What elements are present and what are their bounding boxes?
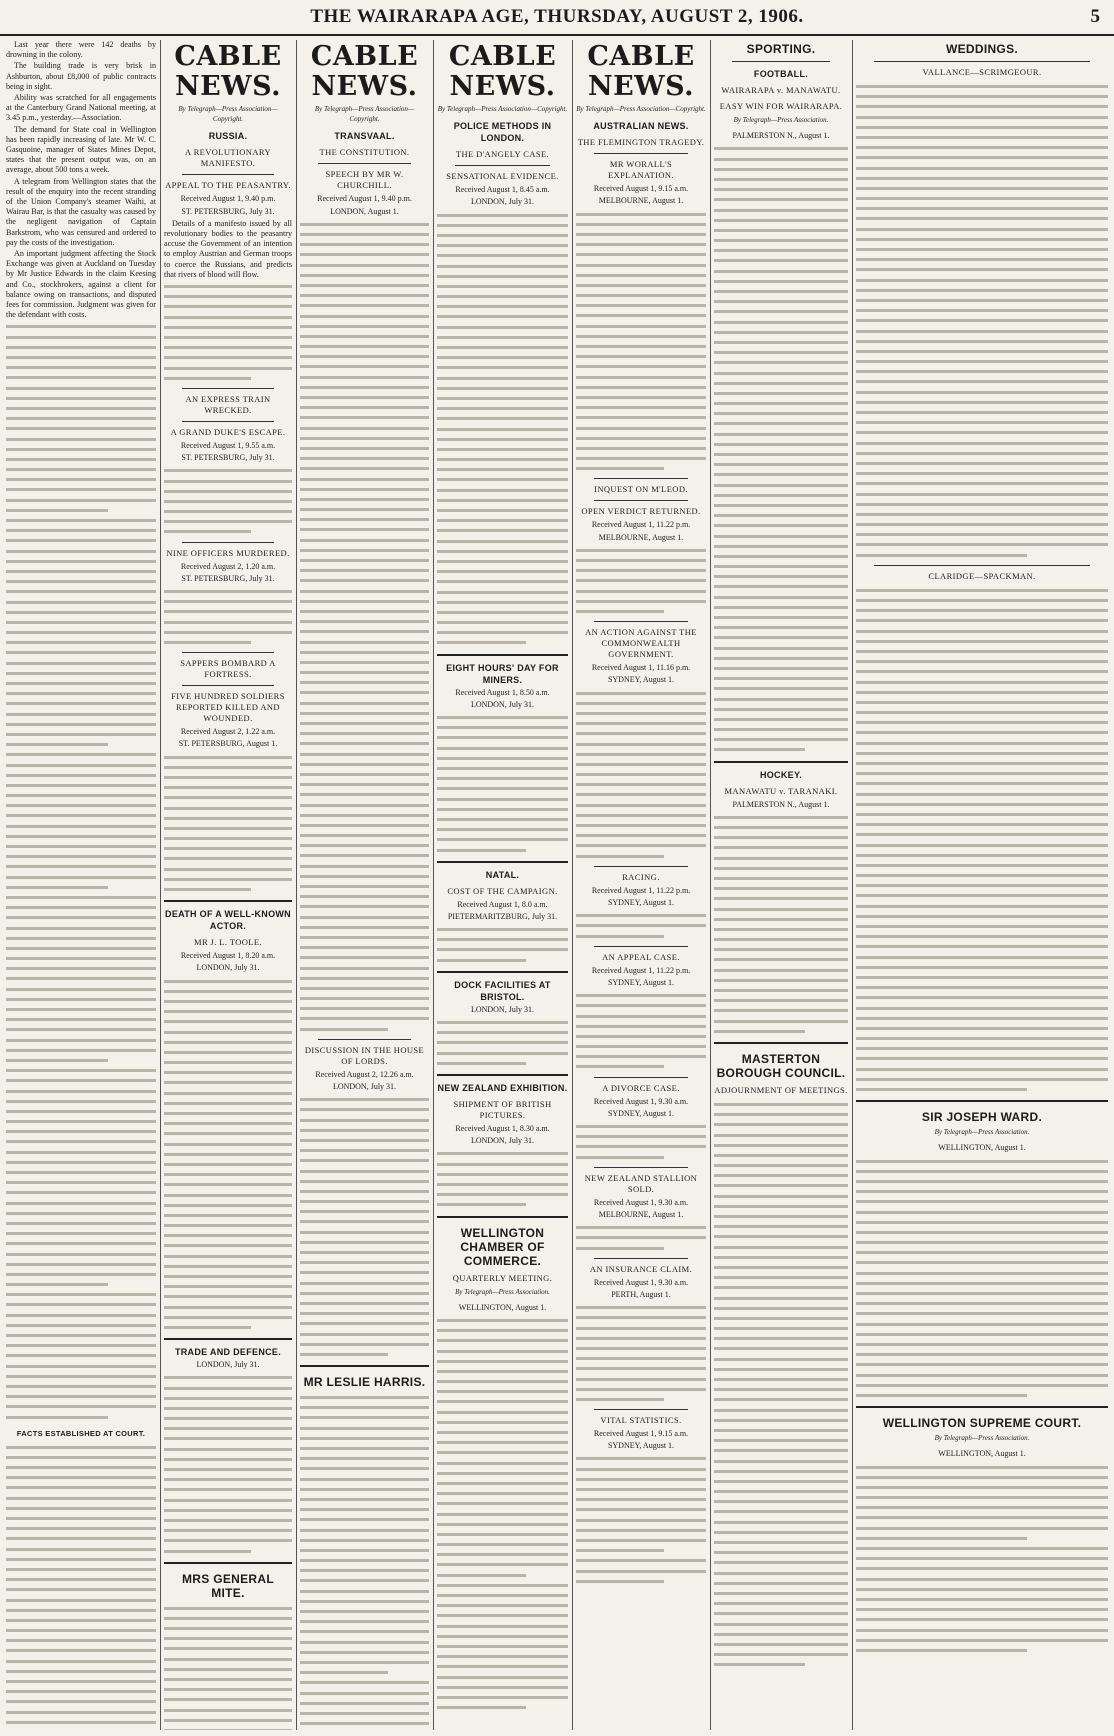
cable-news-masthead: CABLE NEWS. bbox=[310, 41, 419, 102]
subheading: NEW ZEALAND STALLION SOLD. bbox=[584, 1172, 698, 1194]
received-time: Received August 1, 11.22 p.m. bbox=[591, 885, 691, 895]
received-time: Received August 1, 9.15 a.m. bbox=[593, 1429, 689, 1439]
dateline: WELLINGTON, August 1. bbox=[458, 1302, 547, 1312]
news-paragraph: The building trade is very brisk in Ashburton, about £8,000 of public contracts being in sight. bbox=[6, 61, 156, 91]
received-time: Received August 1, 9.55 a.m. bbox=[180, 440, 276, 450]
article-text bbox=[437, 1315, 568, 1712]
article-text bbox=[576, 545, 706, 616]
section-heading: FOOTBALL. bbox=[753, 69, 809, 79]
section-heading: WEDDINGS. bbox=[945, 42, 1019, 56]
section-heading: NEW ZEALAND EXHIBITION. bbox=[437, 1083, 568, 1093]
article-text bbox=[300, 1094, 429, 1359]
subheading: OPEN VERDICT RETURNED. bbox=[581, 506, 701, 517]
article-text bbox=[856, 1462, 1108, 1656]
dateline: ST. PETERSBURG, August 1. bbox=[178, 739, 278, 749]
cable-news-masthead: CABLE NEWS. bbox=[174, 41, 282, 102]
byline: By Telegraph—Press Association. bbox=[934, 1128, 1030, 1137]
column-2 bbox=[164, 40, 292, 1730]
article-text bbox=[714, 812, 848, 1036]
dateline: MELBOURNE, August 1. bbox=[598, 196, 684, 206]
byline: By Telegraph—Press Association. bbox=[733, 116, 829, 124]
column-rule bbox=[710, 40, 711, 1730]
subheading: CLARIDGE—SPACKMAN. bbox=[928, 570, 1036, 581]
dateline: SYDNEY, August 1. bbox=[607, 675, 675, 685]
section-heading: TRADE AND DEFENCE. bbox=[174, 1347, 282, 1358]
received-time: Received August 1, 9.15 a.m. bbox=[593, 184, 689, 194]
dateline: PALMERSTON N., August 1. bbox=[732, 131, 830, 141]
dateline: PALMERSTON N., August 1. bbox=[732, 799, 830, 809]
dateline: PIETERMARITZBURG, July 31. bbox=[447, 911, 558, 921]
section-heading: SIR JOSEPH WARD. bbox=[921, 1110, 1043, 1125]
dateline: SYDNEY, August 1. bbox=[607, 977, 675, 987]
article-text bbox=[164, 281, 292, 383]
newspaper-title: THE WAIRARAPA AGE, THURSDAY, AUGUST 2, 1906. bbox=[310, 6, 804, 27]
section-heading: HOCKEY. bbox=[759, 769, 803, 780]
subheading: AN EXPRESS TRAIN WRECKED. bbox=[185, 393, 271, 415]
article-text bbox=[437, 1148, 568, 1209]
dateline: LONDON, July 31. bbox=[470, 197, 535, 207]
article-text bbox=[576, 1453, 706, 1585]
byline: By Telegraph—Press Association. bbox=[934, 1434, 1030, 1443]
subheading: MANAWATU v. TARANAKI. bbox=[724, 785, 838, 796]
subheading: WAIRARAPA v. MANAWATU. bbox=[721, 85, 841, 95]
subheading: DISCUSSION IN THE HOUSE OF LORDS. bbox=[304, 1044, 425, 1066]
article-text bbox=[6, 1442, 156, 1730]
cable-news-masthead: CABLE NEWS. bbox=[448, 41, 557, 102]
section-heading: SPORTING. bbox=[746, 42, 816, 56]
dateline: MELBOURNE, August 1. bbox=[598, 532, 684, 542]
section-heading: AUSTRALIAN NEWS. bbox=[593, 121, 689, 132]
subheading: APPEAL TO THE PEASANTRY. bbox=[165, 180, 291, 191]
column-1 bbox=[6, 40, 156, 1730]
received-time: Received August 1, 8.50 a.m. bbox=[455, 687, 550, 697]
subheading: QUARTERLY MEETING. bbox=[452, 1272, 553, 1283]
article-text bbox=[164, 752, 292, 895]
article-text bbox=[576, 1302, 706, 1404]
column-3 bbox=[300, 40, 429, 1730]
byline: By Telegraph—Press Association—Copyright. bbox=[314, 105, 415, 124]
subheading: ADJOURNMENT OF MEETINGS. bbox=[714, 1084, 848, 1095]
article-text bbox=[576, 209, 706, 474]
dateline: LONDON, July 31. bbox=[470, 699, 535, 709]
subheading: NINE OFFICERS MURDERED. bbox=[166, 547, 290, 558]
section-heading: DEATH OF A WELL-KNOWN ACTOR. bbox=[165, 909, 291, 932]
received-time: Received August 1, 8.20 a.m. bbox=[180, 951, 276, 961]
dateline: LONDON, August 1. bbox=[330, 206, 399, 216]
article-text bbox=[856, 585, 1108, 1094]
page-number: 5 bbox=[1090, 6, 1100, 27]
dateline: SYDNEY, August 1. bbox=[607, 1441, 675, 1451]
section-heading: WELLINGTON CHAMBER OF COMMERCE. bbox=[460, 1225, 545, 1268]
byline: By Telegraph—Press Association—Copyright. bbox=[437, 105, 568, 113]
dateline: ST. PETERSBURG, July 31. bbox=[181, 573, 275, 583]
article-text bbox=[576, 990, 706, 1072]
article-text bbox=[164, 1603, 292, 1730]
article-text bbox=[164, 976, 292, 1333]
subheading: SAPPERS BOMBARD A FORTRESS. bbox=[180, 658, 276, 680]
section-heading: MR LESLIE HARRIS. bbox=[303, 1375, 426, 1390]
received-time: Received August 1, 8.0 a.m. bbox=[457, 899, 548, 909]
subheading: AN APPEAL CASE. bbox=[602, 951, 680, 962]
subheading: RACING. bbox=[622, 871, 660, 882]
section-heading: TRANSVAAL. bbox=[334, 131, 395, 142]
received-time: Received August 2, 12.26 a.m. bbox=[315, 1069, 414, 1079]
section-heading: MASTERTON BOROUGH COUNCIL. bbox=[716, 1051, 846, 1080]
dateline: LONDON, July 31. bbox=[196, 963, 260, 973]
column-rule bbox=[852, 40, 853, 1730]
article-text bbox=[164, 465, 292, 536]
cable-news-masthead: CABLE NEWS. bbox=[587, 41, 695, 102]
news-paragraph: A telegram from Wellington states that the result of the enquiry into the recent stranding of the Union Company's steamer Waihi, at Wairau Bar, is that the casualty was caused by the negligent navigation of Captain Barkstrom, who was censured and ordered to pay the costs of the investigation. bbox=[6, 176, 156, 247]
section-heading: RUSSIA. bbox=[208, 131, 248, 142]
subheading: AN INSURANCE CLAIM. bbox=[589, 1263, 693, 1274]
subheading: A REVOLUTIONARY MANIFESTO. bbox=[184, 147, 272, 169]
article-text bbox=[300, 219, 429, 1034]
article-text bbox=[714, 1099, 848, 1670]
subheading: VALLANCE—SCRIMGEOUR. bbox=[922, 67, 1042, 77]
dateline: WELLINGTON, August 1. bbox=[938, 1143, 1026, 1153]
subheading: A DIVORCE CASE. bbox=[602, 1082, 680, 1093]
received-time: Received August 1, 11.16 p.m. bbox=[591, 663, 691, 673]
article-text bbox=[437, 1017, 568, 1068]
section-heading: POLICE METHODS IN LONDON. bbox=[453, 121, 552, 144]
article-text bbox=[437, 924, 568, 965]
subheading: COST OF THE CAMPAIGN. bbox=[447, 885, 558, 896]
article-text bbox=[576, 910, 706, 941]
received-time: Received August 1, 9.30 a.m. bbox=[593, 1096, 689, 1106]
subheading: MR WORALL'S EXPLANATION. bbox=[608, 159, 674, 181]
dateline: LONDON, July 31. bbox=[470, 1136, 535, 1146]
subheading: EASY WIN FOR WAIRARAPA. bbox=[719, 101, 843, 111]
received-time: Received August 1, 8.45 a.m. bbox=[455, 185, 550, 195]
received-time: Received August 1, 11.22 p.m. bbox=[591, 965, 691, 975]
page-masthead bbox=[0, 0, 1114, 36]
subheading: THE D'ANGELY CASE. bbox=[455, 149, 550, 160]
byline: By Telegraph—Press Association—Copyright. bbox=[178, 105, 278, 124]
subheading: SPEECH BY MR W. CHURCHILL. bbox=[325, 169, 404, 191]
article-text bbox=[576, 1222, 706, 1253]
received-time: Received August 1, 8.30 a.m. bbox=[455, 1124, 550, 1133]
dateline: LONDON, July 31. bbox=[196, 1360, 260, 1370]
article-text bbox=[576, 688, 706, 861]
section-heading: WELLINGTON SUPREME COURT. bbox=[882, 1416, 1082, 1431]
section-heading: FACTS ESTABLISHED AT COURT. bbox=[16, 1428, 146, 1438]
subheading: A GRAND DUKE'S ESCAPE. bbox=[170, 426, 286, 437]
column-rule bbox=[296, 40, 297, 1730]
dateline: ST. PETERSBURG, July 31. bbox=[181, 206, 275, 216]
byline: By Telegraph—Press Association—Copyright. bbox=[576, 105, 706, 113]
column-7 bbox=[856, 40, 1108, 1730]
article-text bbox=[437, 712, 568, 855]
column-rule bbox=[572, 40, 573, 1730]
news-paragraph: Details of a manifesto issued by all revolutionary bodies to the peasantry accuse the Government of an intention to employ Austrian and German troops to coerce the Russians, and predicts that rivers of blood will flow. bbox=[164, 218, 292, 279]
received-time: Received August 1, 11.22 p.m. bbox=[591, 520, 691, 530]
article-text bbox=[437, 210, 568, 648]
subheading: MR J. L. TOOLE. bbox=[193, 937, 263, 948]
dateline: SYDNEY, August 1. bbox=[607, 1108, 675, 1118]
news-paragraph: Last year there were 142 deaths by drowning in the colony. bbox=[6, 40, 156, 60]
dateline: SYDNEY, August 1. bbox=[607, 898, 675, 907]
section-heading: NATAL. bbox=[485, 869, 520, 880]
received-time: Received August 1, 9.40 p.m. bbox=[317, 194, 412, 204]
news-paragraph: An important judgment affecting the Stock Exchange was given at Auckland on Tuesday by Mr Justice Edwards in the claim Keesing and Co., stockbrokers, against a client for balance owing on transactions, and disputed fees for commission. Judgment was given for the defendant with costs. bbox=[6, 249, 156, 320]
received-time: Received August 1, 9.40 p.m. bbox=[180, 194, 276, 204]
subheading: SENSATIONAL EVIDENCE. bbox=[446, 171, 559, 182]
dateline: PERTH, August 1. bbox=[611, 1290, 671, 1299]
dateline: MELBOURNE, August 1. bbox=[598, 1210, 684, 1220]
dateline: ST. PETERSBURG, July 31. bbox=[181, 453, 275, 463]
received-time: Received August 1, 9.30 a.m. bbox=[593, 1197, 689, 1207]
subheading: INQUEST ON M'LEOD. bbox=[594, 484, 688, 495]
received-time: Received August 2, 1.22 a.m. bbox=[180, 727, 276, 737]
article-text bbox=[164, 1372, 292, 1555]
article-text bbox=[856, 81, 1108, 560]
article-text bbox=[6, 321, 156, 1421]
article-text bbox=[576, 1121, 706, 1162]
section-heading: DOCK FACILITIES AT BRISTOL. bbox=[454, 979, 551, 1002]
news-paragraph: The demand for State coal in Wellington has been rapidly increasing of late. Mr W. C. Gasquoine, manager of States Mines Depot, states that the present output was, on an average, about 500 tons a week. bbox=[6, 124, 156, 175]
column-4 bbox=[437, 40, 568, 1730]
subheading: SHIPMENT OF BRITISH PICTURES. bbox=[453, 1099, 552, 1120]
received-time: Received August 2, 1.20 a.m. bbox=[180, 561, 276, 571]
subheading: AN ACTION AGAINST THE COMMONWEALTH GOVERNMENT. bbox=[585, 627, 697, 660]
subheading: VITAL STATISTICS. bbox=[600, 1415, 682, 1426]
dateline: LONDON, July 31. bbox=[470, 1004, 535, 1014]
subheading: FIVE HUNDRED SOLDIERS REPORTED KILLED AND WOUNDED. bbox=[171, 691, 285, 724]
section-heading: MRS GENERAL MITE. bbox=[182, 1571, 274, 1600]
received-time: Received August 1, 9.30 a.m. bbox=[593, 1277, 689, 1287]
column-rule bbox=[160, 40, 161, 1730]
subheading: THE FLEMINGTON TRAGEDY. bbox=[577, 137, 705, 148]
byline: By Telegraph—Press Association. bbox=[455, 1287, 550, 1296]
article-text bbox=[300, 1392, 429, 1730]
news-paragraph: Ability was scratched for all engagements at the Canterbury Grand National meeting, at 3.45 p.m., yesterday.—Association. bbox=[6, 93, 156, 123]
dateline: LONDON, July 31. bbox=[332, 1082, 397, 1092]
column-5 bbox=[576, 40, 706, 1730]
dateline: WELLINGTON, August 1. bbox=[938, 1449, 1026, 1459]
section-heading: EIGHT HOURS' DAY FOR MINERS. bbox=[446, 662, 559, 685]
column-rule bbox=[433, 40, 434, 1730]
column-6 bbox=[714, 40, 848, 1730]
subheading: THE CONSTITUTION. bbox=[319, 147, 410, 158]
article-text bbox=[164, 586, 292, 647]
article-text bbox=[714, 143, 848, 754]
article-text bbox=[856, 1156, 1108, 1401]
